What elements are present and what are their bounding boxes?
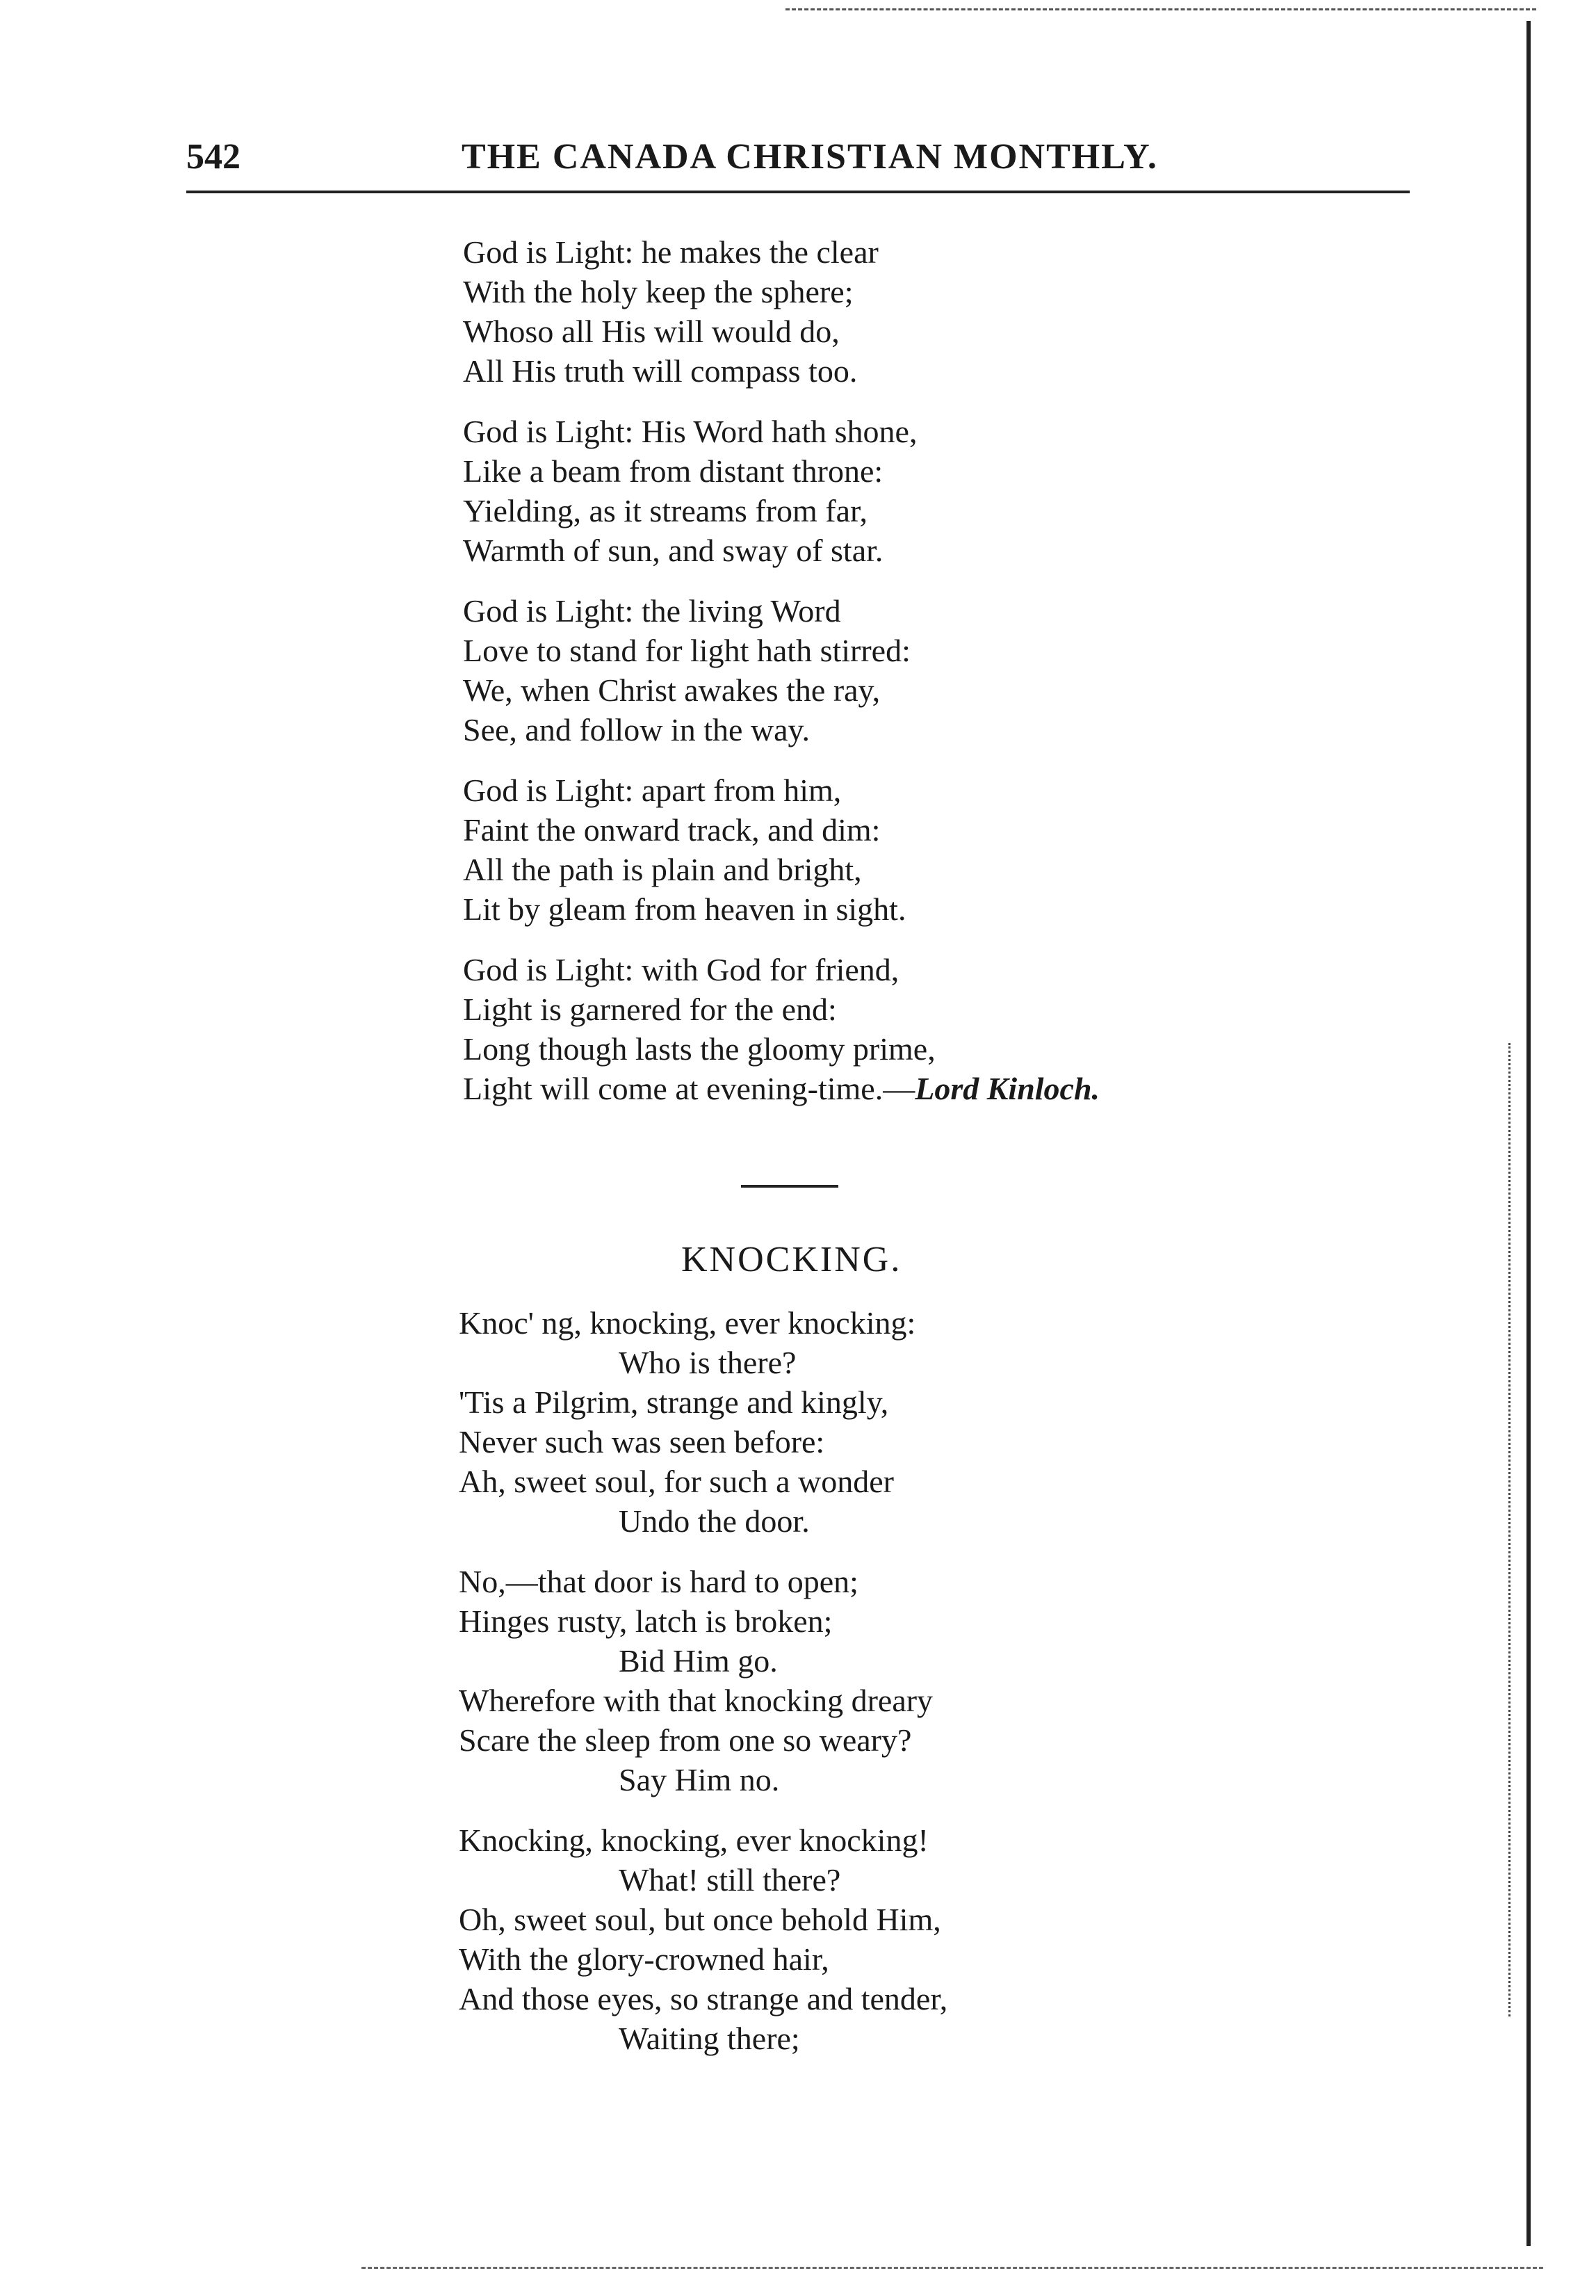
page-number: 542: [186, 137, 241, 177]
verse-line: No,—that door is hard to open;: [459, 1564, 858, 1599]
verse-line: Hinges rusty, latch is broken;: [459, 1603, 833, 1639]
verse-line: Whoso all His will would do,: [463, 314, 840, 349]
stanza: [459, 1562, 1265, 1800]
verse-line: Who is there?: [619, 1345, 797, 1380]
stanza: [463, 770, 1269, 929]
attribution: Lord Kinloch.: [915, 1071, 1100, 1106]
scan-edge-right-dots: [1508, 1043, 1510, 2016]
poem-title: KNOCKING.: [681, 1240, 902, 1279]
verse-line: Long though lasts the gloomy prime,: [463, 1031, 936, 1067]
verse-line: Lit by gleam from heaven in sight.: [463, 891, 906, 927]
verse-line: Scare the sleep from one so weary?: [459, 1722, 912, 1758]
running-title: THE CANADA CHRISTIAN MONTHLY.: [462, 137, 1158, 177]
scan-edge-top: [785, 8, 1536, 16]
stanza: [463, 232, 1269, 391]
verse-line: Love to stand for light hath stirred:: [463, 633, 911, 668]
verse-line: Say Him no.: [619, 1762, 780, 1797]
verse-line: Waiting there;: [619, 2021, 800, 2056]
stanza: [459, 1820, 1265, 2058]
section-divider: [741, 1185, 838, 1188]
poem-knocking: [459, 1303, 1265, 2079]
stanza: [459, 1303, 1265, 1541]
verse-line: Like a beam from distant throne:: [463, 453, 883, 489]
verse-line: Light is garnered for the end:: [463, 992, 837, 1027]
verse-line: God is Light: His Word hath shone,: [463, 414, 918, 449]
scan-edge-bottom: [361, 2267, 1543, 2269]
verse-line: God is Light: apart from him,: [463, 773, 842, 808]
verse-line-final: [463, 1069, 1269, 1108]
verse-line: Warmth of sun, and sway of star.: [463, 533, 883, 568]
verse-line: Knoc' ng, knocking, ever knocking:: [459, 1305, 916, 1341]
verse-line: Never such was seen before:: [459, 1424, 825, 1460]
verse-line-text: Light will come at evening-time.—: [463, 1071, 915, 1106]
verse-line: Faint the onward track, and dim:: [463, 812, 881, 848]
verse-line: We, when Christ awakes the ray,: [463, 672, 881, 708]
verse-line: With the holy keep the sphere;: [463, 274, 854, 309]
verse-line: God is Light: with God for friend,: [463, 952, 899, 987]
header-rule: [186, 191, 1410, 193]
scan-edge-right: [1526, 21, 1531, 2246]
verse-line: God is Light: the living Word: [463, 593, 841, 629]
verse-line: All His truth will compass too.: [463, 353, 858, 389]
verse-line: With the glory-crowned hair,: [459, 1941, 829, 1977]
verse-line: Bid Him go.: [619, 1643, 778, 1679]
verse-line: God is Light: he makes the clear: [463, 234, 879, 270]
stanza: [463, 591, 1269, 750]
verse-line: See, and follow in the way.: [463, 712, 811, 747]
verse-line: Ah, sweet soul, for such a wonder: [459, 1464, 894, 1499]
stanza: [463, 950, 1269, 1108]
verse-line: Yielding, as it streams from far,: [463, 493, 868, 528]
verse-line: Undo the door.: [619, 1503, 810, 1539]
verse-line: What! still there?: [619, 1862, 841, 1898]
verse-line: And those eyes, so strange and tender,: [459, 1981, 948, 2016]
verse-line: Knocking, knocking, ever knocking!: [459, 1822, 929, 1858]
stanza: [463, 412, 1269, 570]
verse-line: Wherefore with that knocking dreary: [459, 1683, 934, 1718]
page-header: [186, 136, 1410, 189]
poem-god-is-light: [463, 232, 1269, 1129]
verse-line: All the path is plain and bright,: [463, 852, 862, 887]
verse-line: Oh, sweet soul, but once behold Him,: [459, 1902, 941, 1937]
verse-line: 'Tis a Pilgrim, strange and kingly,: [459, 1384, 889, 1420]
